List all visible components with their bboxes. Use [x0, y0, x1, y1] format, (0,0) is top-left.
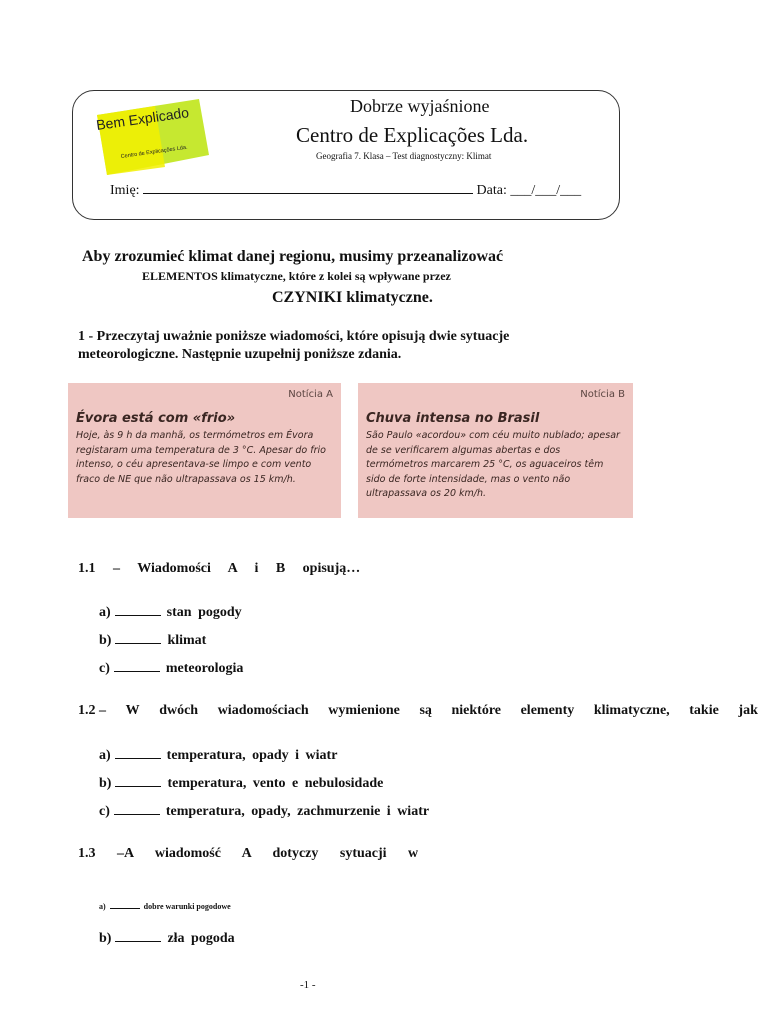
- question-1-1: 1.1 – Wiadomości A i B opisują…: [78, 561, 361, 576]
- answer-blank[interactable]: [114, 659, 160, 672]
- news-a-title: Évora está com «frio»: [76, 411, 236, 426]
- answer-blank[interactable]: [115, 603, 161, 616]
- answer-blank[interactable]: [115, 631, 161, 644]
- page-number: -1 -: [300, 979, 316, 991]
- option-letter: c): [99, 661, 110, 676]
- date-label: Data:: [476, 183, 507, 198]
- test-subtitle: Geografia 7. Klasa – Test diagnostyczny: Klimat: [316, 151, 492, 161]
- news-card-b: [358, 383, 633, 518]
- question-1-line-2: meteorologiczne. Następnie uzupełnij poniższe zdania.: [78, 347, 402, 362]
- question-1-line-1: 1 - Przeczytaj uważnie poniższe wiadomości, które opisują dwie sytuacje: [78, 329, 510, 344]
- answer-blank[interactable]: [115, 746, 161, 759]
- answer-blank[interactable]: [115, 774, 161, 787]
- q12-option-b: [99, 774, 383, 792]
- school-name-portuguese: Centro de Explicações Lda.: [296, 123, 529, 147]
- news-b-body: São Paulo «acordou» com céu muito nublado; apesar de se verificarem algumas abertas e dos termómetros marcarem 25 °C, os aguaceiros têm sido de forte intensidade, mas o vento não ultrapassava os 20 km/h.: [366, 430, 620, 499]
- option-letter: b): [99, 633, 112, 648]
- q12-word: wiadomościach: [217, 703, 309, 718]
- logo-subtext: Centro de Explicações Lda.: [120, 144, 188, 160]
- answer-blank[interactable]: [114, 802, 160, 815]
- q12-word: wymienione: [328, 703, 400, 718]
- q12-word: 1.2 –: [78, 703, 106, 718]
- q12-word: dwóch: [159, 703, 199, 718]
- news-b-title: Chuva intensa no Brasil: [366, 411, 540, 426]
- q12-word: niektóre: [451, 703, 501, 718]
- news-card-a: [68, 383, 341, 518]
- q12-word: klimatyczne,: [593, 703, 670, 718]
- option-letter: a): [99, 748, 111, 763]
- option-letter: b): [99, 931, 112, 946]
- q12-word: elementy: [520, 703, 575, 718]
- name-field-line[interactable]: [143, 181, 473, 194]
- school-logo: [95, 97, 210, 177]
- q13-option-b: [99, 929, 235, 947]
- option-text: meteorologia: [165, 661, 244, 676]
- option-text: zła pogoda: [167, 931, 235, 946]
- option-text: temperatura, opady, zachmurzenie i wiatr: [165, 804, 430, 819]
- q12-word: W: [125, 703, 140, 718]
- option-text: stan pogody: [166, 605, 242, 620]
- option-letter: a): [99, 605, 111, 620]
- answer-blank[interactable]: [110, 901, 140, 909]
- question-1-3: 1.3 –A wiadomość A dotyczy sytuacji w: [78, 846, 419, 861]
- option-letter: c): [99, 804, 110, 819]
- option-text: temperatura, vento e nebulosidade: [167, 776, 384, 791]
- school-name-polish: Dobrze wyjaśnione: [350, 96, 490, 116]
- q12-word: są: [419, 703, 432, 718]
- answer-blank[interactable]: [115, 929, 161, 942]
- news-a-tag: Notícia A: [288, 389, 333, 400]
- q12-word: takie: [689, 703, 719, 718]
- option-letter: a): [99, 902, 106, 911]
- name-date-row: [110, 181, 581, 199]
- news-b-tag: Notícia B: [580, 389, 625, 400]
- q13-option-a: [99, 901, 231, 911]
- question-1-2: [78, 703, 758, 719]
- q12-word: jak: [738, 703, 758, 718]
- q12-option-a: [99, 746, 337, 764]
- intro-line-2: ELEMENTOS klimatyczne, które z kolei są wpływane przez: [142, 269, 451, 283]
- option-text: temperatura, opady i wiatr: [166, 748, 338, 763]
- intro-line-3: CZYNIKI klimatyczne.: [272, 289, 433, 306]
- option-text: dobre warunki pogodowe: [143, 902, 231, 911]
- q12-option-c: [99, 802, 429, 820]
- intro-line-1: Aby zrozumieć klimat danej regionu, musimy przeanalizować: [82, 248, 504, 265]
- date-field[interactable]: ___/___/___: [510, 183, 582, 198]
- name-label: Imię:: [110, 183, 140, 198]
- q11-option-c: [99, 659, 243, 677]
- option-letter: b): [99, 776, 112, 791]
- option-text: klimat: [167, 633, 207, 648]
- q11-option-b: [99, 631, 206, 649]
- logo-text: Bem Explicado: [95, 104, 190, 133]
- q11-option-a: [99, 603, 242, 621]
- news-a-body: Hoje, às 9 h da manhã, os termómetros em Évora registaram uma temperatura de 3 °C. Apesar do frio intenso, o céu apresentava-se limpo e com vento fraco de NE que não ultrapassava os 15 km/h.: [76, 430, 326, 485]
